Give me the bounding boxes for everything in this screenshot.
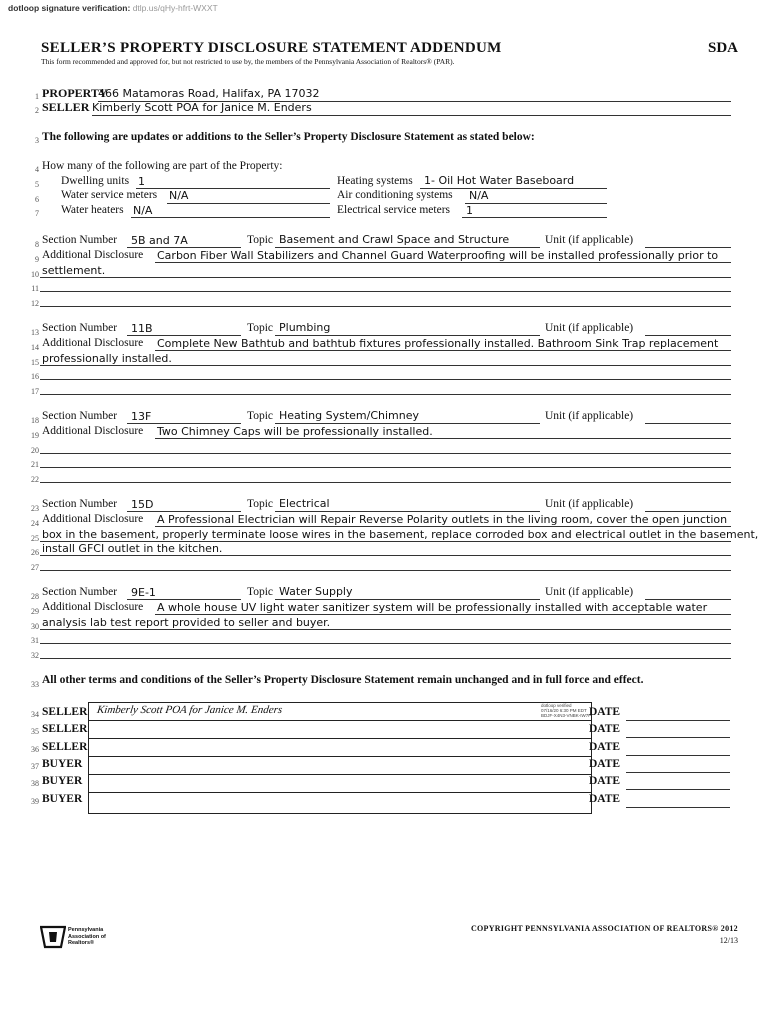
line-number: 31	[31, 636, 39, 646]
copyright: COPYRIGHT PENNSYLVANIA ASSOCIATION OF REALTORS® 2012	[470, 924, 738, 933]
date-label: DATE	[589, 741, 621, 753]
line-number: 9	[35, 254, 39, 264]
date-label: DATE	[589, 758, 621, 770]
section-number-value[interactable]: 9E-1	[131, 586, 156, 599]
par-logo	[40, 925, 110, 951]
signature-cell-2[interactable]	[89, 721, 591, 739]
line-number: 28	[31, 592, 39, 601]
line-number: 33	[31, 680, 39, 689]
line-number: 35	[31, 727, 39, 736]
section-number-label: Section Number	[42, 586, 118, 598]
line-number: 16	[31, 372, 39, 382]
line-number: 19	[31, 430, 39, 440]
section-number-label: Section Number	[42, 234, 118, 246]
signature-cell-3[interactable]	[89, 739, 591, 757]
section-number-value[interactable]: 15D	[131, 498, 154, 511]
section-number-value[interactable]: 5B and 7A	[131, 234, 188, 247]
line-number: 30	[31, 621, 39, 631]
section-number-label: Section Number	[42, 410, 118, 422]
disclosure-line-2[interactable]: professionally installed.	[42, 351, 172, 365]
disclosure-line-1[interactable]: A whole house UV light water sanitizer system will be professionally installed with acceptable water	[157, 600, 708, 614]
topic-label: Topic	[247, 498, 274, 510]
disclosure-line-1[interactable]: A Professional Electrician will Repair Reverse Polarity outlets in the living room, cover the open junction	[157, 512, 728, 526]
signature-cell-1[interactable]	[89, 703, 591, 721]
water-meters-label: Water service meters	[61, 189, 158, 201]
line-number: 27	[31, 563, 39, 573]
section-number-label: Section Number	[42, 498, 118, 510]
line-number: 8	[35, 240, 39, 249]
disclosure-line-3[interactable]: install GFCI outlet in the kitchen.	[42, 542, 223, 556]
revision-date: 12/13	[719, 936, 738, 945]
disclosure-underline	[40, 453, 731, 454]
disclosure-underline	[40, 658, 731, 659]
water-meters-underline	[167, 203, 330, 204]
topic-value[interactable]: Basement and Crawl Space and Structure	[279, 233, 510, 246]
keystone-icon	[40, 925, 66, 949]
seller-signature: Kimberly Scott POA for Janice M. Enders	[96, 704, 284, 716]
line-number: 38	[31, 779, 39, 788]
dotloop-label: dotloop signature verification:	[8, 3, 131, 13]
date-label: DATE	[589, 775, 621, 787]
date-label: DATE	[589, 706, 621, 718]
electric-value[interactable]: 1	[466, 204, 473, 217]
line-number: 10	[31, 269, 39, 279]
water-heaters-label: Water heaters	[61, 204, 124, 216]
ac-value[interactable]: N/A	[469, 189, 489, 202]
line-number: 6	[35, 195, 39, 204]
date-underline[interactable]	[626, 737, 730, 738]
line-number: 29	[31, 606, 39, 616]
topic-label: Topic	[247, 410, 274, 422]
disclosure-underline	[40, 291, 731, 292]
logo-line-1: Pennsylvania	[68, 927, 104, 933]
line-number: 14	[31, 342, 39, 352]
dwelling-value[interactable]: 1	[138, 175, 145, 188]
disclosure-underline	[40, 629, 731, 630]
heating-label: Heating systems	[337, 175, 413, 187]
ac-underline	[465, 203, 607, 204]
line-number: 36	[31, 745, 39, 754]
line-number: 34	[31, 710, 39, 719]
signature-cell-4[interactable]	[89, 757, 591, 775]
counts-question: How many of the following are part of the Property:	[42, 160, 283, 172]
section-number-value[interactable]: 11B	[131, 322, 153, 335]
topic-value[interactable]: Heating System/Chimney	[279, 409, 419, 422]
line-number: 1	[35, 92, 39, 101]
disclosure-underline	[40, 482, 731, 483]
line-number: 25	[31, 533, 39, 543]
property-label: PROPERTY	[42, 86, 108, 100]
signature-cell-5[interactable]	[89, 775, 591, 793]
additional-disclosure-label: Additional Disclosure	[42, 248, 144, 261]
disclosure-underline	[40, 365, 731, 366]
disclosure-line-2[interactable]: box in the basement, properly terminate loose wires in the basement, replace corroded box and electrical outlet in the basement,	[42, 527, 759, 541]
disclosure-line-1[interactable]: Complete New Bathtub and bathtub fixtures professionally installed. Bathroom Sink Trap replacement	[157, 336, 719, 350]
topic-label: Topic	[247, 586, 274, 598]
unit-label: Unit (if applicable)	[545, 410, 634, 422]
line-number: 5	[35, 180, 39, 189]
disclosure-underline	[155, 262, 731, 263]
additional-disclosure-label: Additional Disclosure	[42, 424, 144, 437]
seller-underline	[92, 115, 731, 116]
line-number: 17	[31, 387, 39, 397]
line-number: 32	[31, 651, 39, 661]
verified-line-1: dotloop verified	[541, 703, 572, 708]
additional-disclosure-label: Additional Disclosure	[42, 600, 144, 613]
dwelling-label: Dwelling units	[61, 175, 130, 187]
line-number: 2	[35, 106, 39, 115]
electric-underline	[462, 217, 607, 218]
signer-role: BUYER	[42, 758, 83, 770]
disclosure-underline	[40, 467, 731, 468]
section-number-value[interactable]: 13F	[131, 410, 152, 423]
disclosure-underline	[40, 555, 731, 556]
disclosure-line-2[interactable]: settlement.	[42, 263, 106, 277]
disclosure-underline	[40, 643, 731, 644]
unit-label: Unit (if applicable)	[545, 586, 634, 598]
disclosure-line-1[interactable]: Carbon Fiber Wall Stabilizers and Channel Guard Waterproofing will be installed professionally prior to	[157, 248, 719, 262]
line-number: 37	[31, 762, 39, 771]
disclosure-underline	[40, 394, 731, 395]
dotloop-verification	[8, 3, 218, 13]
water-meters-value[interactable]: N/A	[169, 189, 189, 202]
form-code: SDA	[708, 40, 739, 56]
disclosure-underline	[40, 306, 731, 307]
additional-disclosure-label: Additional Disclosure	[42, 336, 144, 349]
section-number-label: Section Number	[42, 322, 118, 334]
property-value[interactable]: 466 Matamoras Road, Halifax, PA 17032	[98, 87, 320, 100]
verified-line-3: BDJF-X4N3-VNBK-IW7P	[541, 713, 592, 718]
line-number: 23	[31, 504, 39, 513]
date-label: DATE	[589, 723, 621, 735]
unit-label: Unit (if applicable)	[545, 322, 634, 334]
line-number: 24	[31, 518, 39, 528]
form-title: SELLER’S PROPERTY DISCLOSURE STATEMENT ADDENDUM	[41, 40, 502, 56]
date-underline[interactable]	[626, 789, 730, 790]
line-number: 13	[31, 328, 39, 337]
logo-line-2: Association of	[68, 933, 106, 940]
topic-value[interactable]: Electrical	[279, 497, 330, 510]
line-number: 12	[31, 299, 39, 309]
line-number: 3	[35, 136, 39, 145]
seller-label: SELLER	[42, 100, 90, 114]
disclosure-underline	[40, 379, 731, 380]
unit-label: Unit (if applicable)	[545, 234, 634, 246]
water-heaters-value[interactable]: N/A	[133, 204, 153, 217]
date-underline[interactable]	[626, 755, 730, 756]
logo-text	[68, 927, 106, 947]
disclosure-underline	[40, 277, 731, 278]
additional-disclosure-label: Additional Disclosure	[42, 512, 144, 525]
line-number: 7	[35, 209, 39, 218]
disclosure-line-1[interactable]: Two Chimney Caps will be professionally installed.	[157, 424, 433, 438]
water-heaters-underline	[131, 217, 330, 218]
line-number: 18	[31, 416, 39, 425]
line-number: 21	[31, 460, 39, 470]
date-underline[interactable]	[626, 720, 730, 721]
line-number: 20	[31, 445, 39, 455]
topic-value[interactable]: Water Supply	[279, 585, 353, 598]
dotloop-verified-stamp	[541, 703, 591, 718]
signer-role: SELLER	[42, 741, 88, 753]
date-underline[interactable]	[626, 807, 730, 808]
dotloop-link[interactable]: dtlp.us/qHy-hfrt-WXXT	[132, 3, 218, 13]
unit-label: Unit (if applicable)	[545, 498, 634, 510]
topic-label: Topic	[247, 234, 274, 246]
line-number: 39	[31, 797, 39, 806]
date-underline[interactable]	[626, 772, 730, 773]
topic-value[interactable]: Plumbing	[279, 321, 331, 334]
signer-role: SELLER	[42, 723, 88, 735]
seller-value[interactable]: Kimberly Scott POA for Janice M. Enders	[92, 101, 312, 114]
dwelling-underline	[136, 188, 330, 189]
date-label: DATE	[589, 793, 621, 805]
signer-role: BUYER	[42, 793, 83, 805]
logo-line-3: Realtors®	[68, 940, 95, 946]
signature-box	[88, 702, 592, 814]
topic-label: Topic	[247, 322, 274, 334]
unit-underline	[645, 423, 731, 424]
heating-value[interactable]: 1- Oil Hot Water Baseboard	[424, 174, 575, 187]
ac-label: Air conditioning systems	[337, 189, 453, 201]
intro-text: The following are updates or additions to the Seller’s Property Disclosure Statement as stated below:	[42, 131, 535, 143]
line-number: 22	[31, 475, 39, 485]
disclosure-underline	[155, 350, 731, 351]
signature-cell-6[interactable]	[89, 793, 591, 810]
form-subtitle: This form recommended and approved for, but not restricted to use by, the members of the Pennsylvania Association of Realtors® (PAR).	[41, 57, 455, 66]
line-number: 15	[31, 357, 39, 367]
disclosure-underline	[155, 438, 731, 439]
line-number: 4	[35, 165, 39, 174]
line-number: 26	[31, 548, 39, 558]
signer-role: BUYER	[42, 775, 83, 787]
closing-statement: All other terms and conditions of the Seller’s Property Disclosure Statement remain unchanged and in full force and effect.	[42, 674, 644, 686]
disclosure-underline	[40, 570, 731, 571]
verified-line-2: 07/16/20 6:30 PM EDT	[541, 708, 587, 713]
signer-role: SELLER	[42, 706, 88, 718]
line-number: 11	[31, 284, 39, 294]
disclosure-line-2[interactable]: analysis lab test report provided to seller and buyer.	[42, 615, 331, 629]
electric-label: Electrical service meters	[337, 204, 451, 216]
